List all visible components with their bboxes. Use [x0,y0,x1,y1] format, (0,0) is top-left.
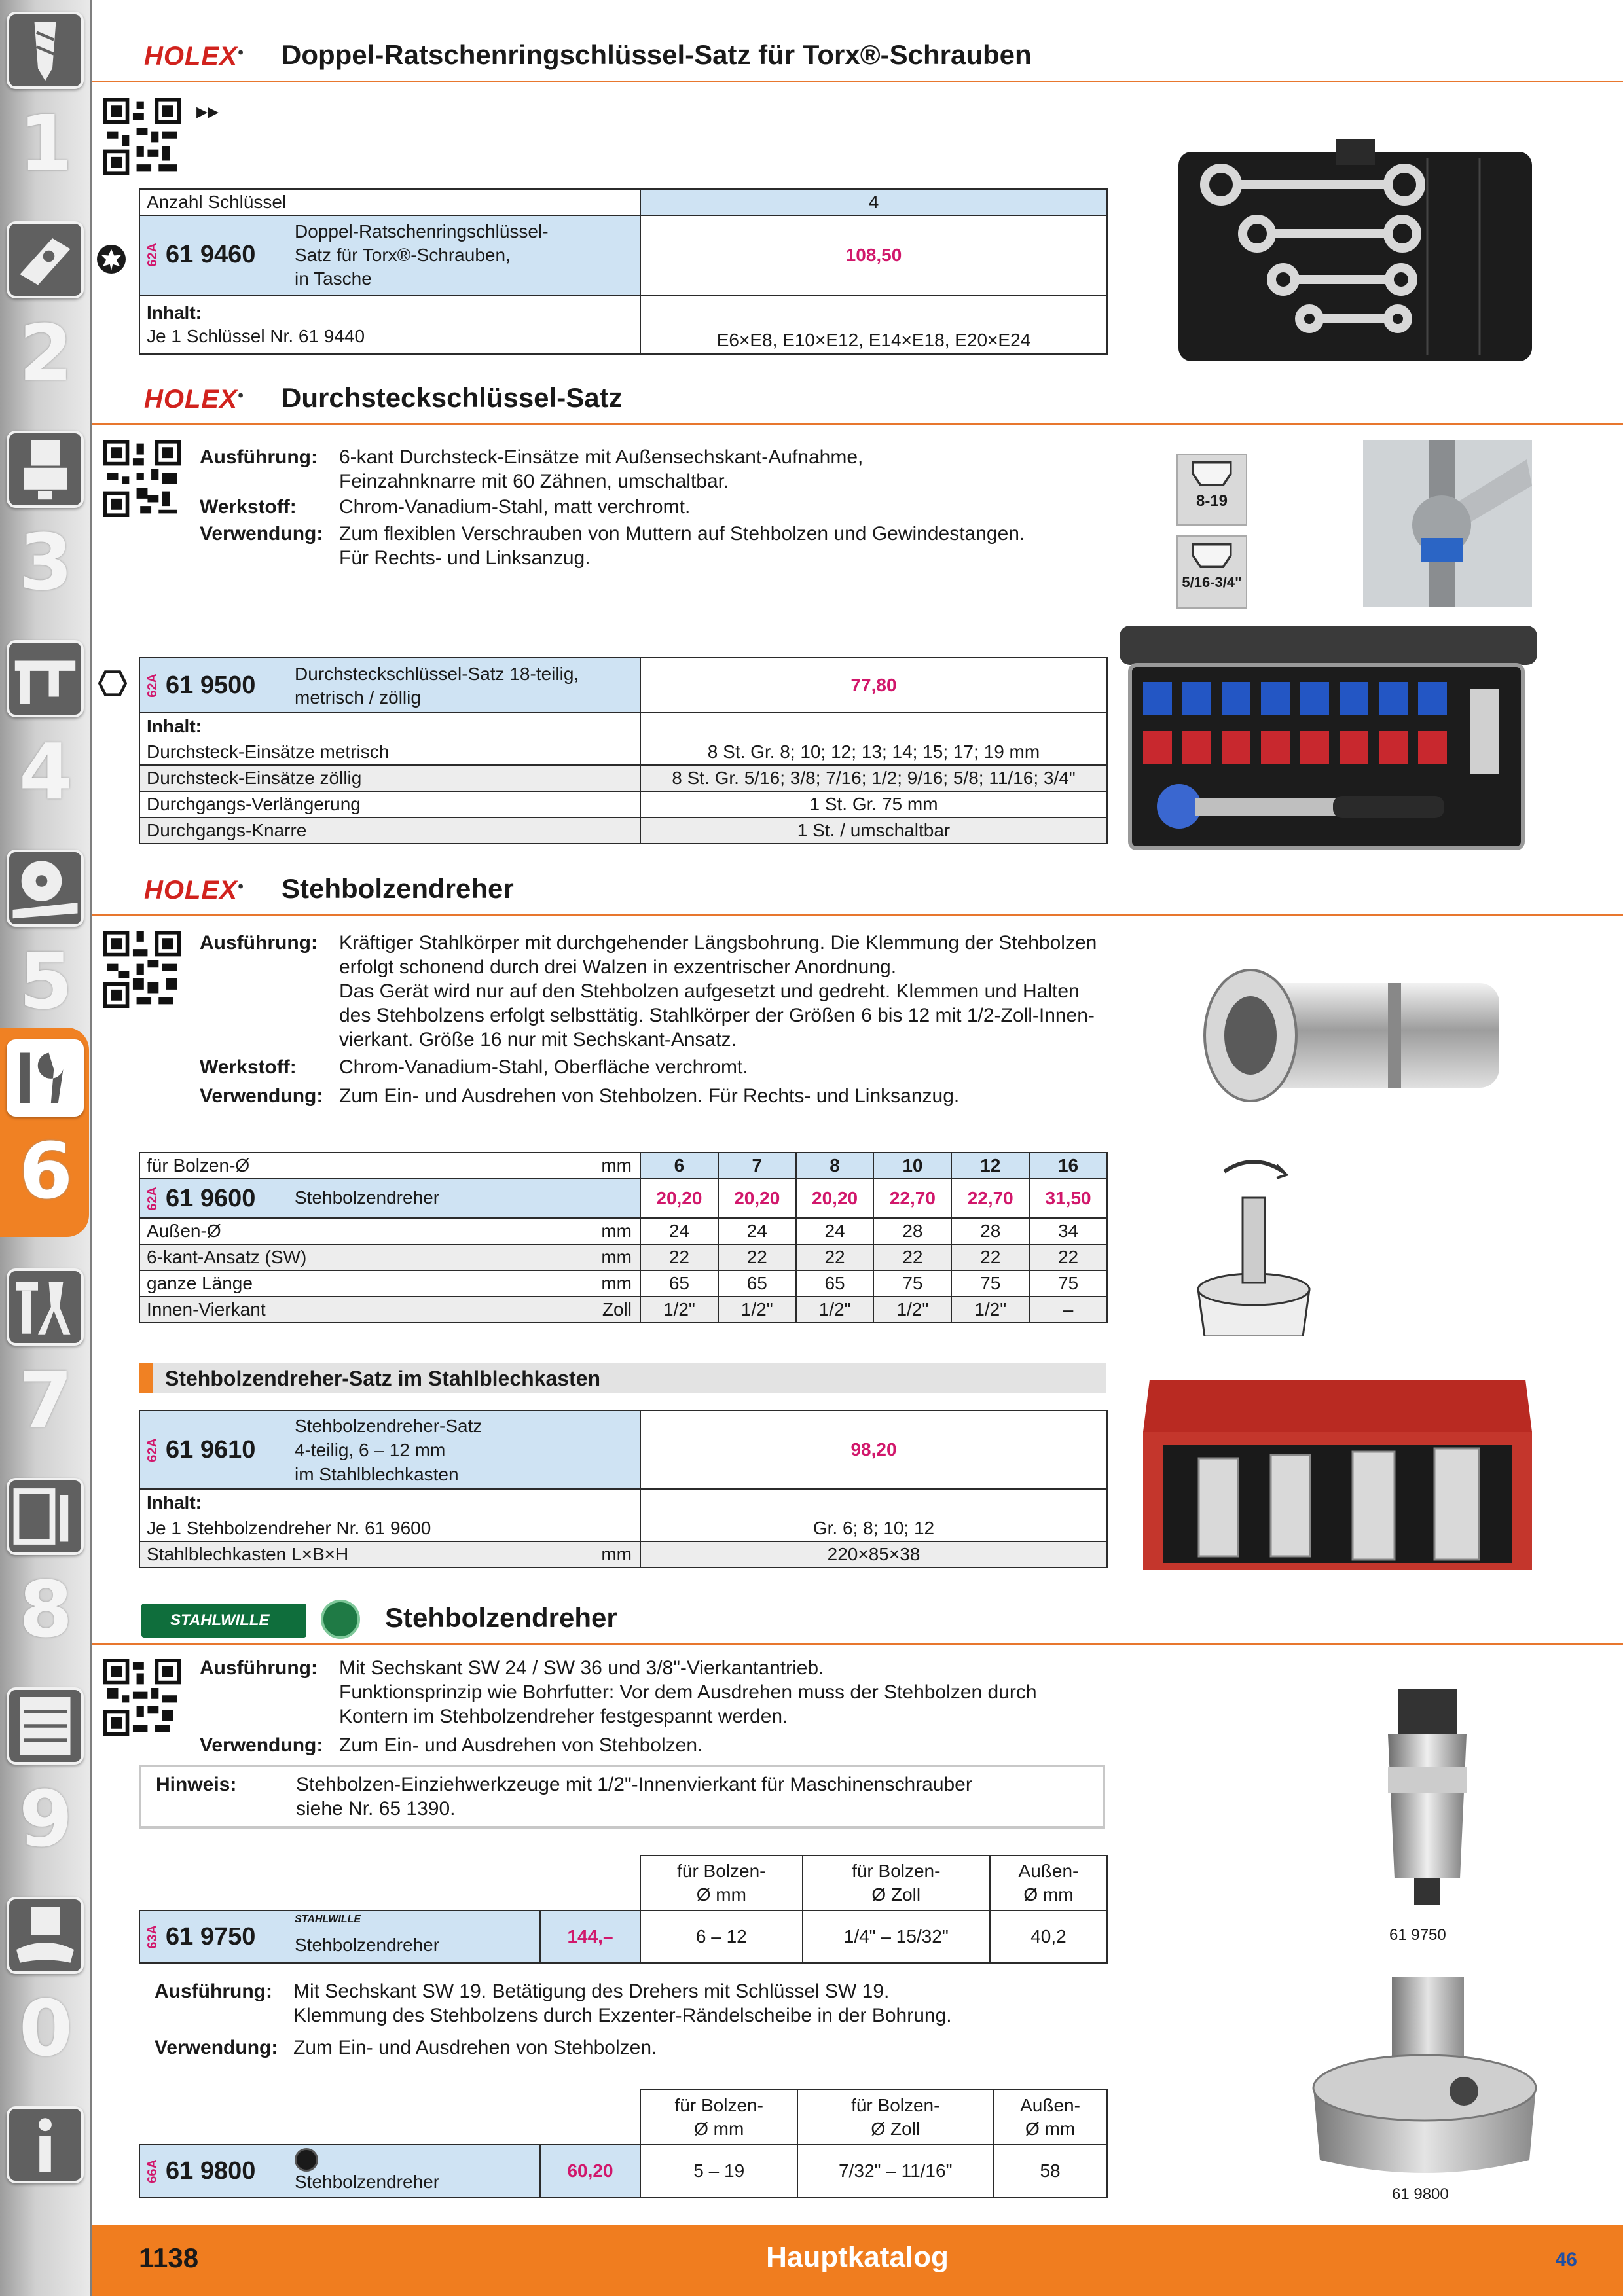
holex-logo: HOLEX● [144,385,245,414]
article-cell [139,658,640,713]
col-aussen-mm: Außen- Ø mm [993,2090,1107,2145]
section-header-stehbolzendreher [92,865,1623,916]
qr-code-icon[interactable] [103,931,181,1008]
col-value: 4 [640,189,1107,215]
section-title: Stehbolzendreher [385,1602,617,1633]
article-desc: Doppel-Ratschenringschlüssel- [295,221,549,242]
article-desc: Stehbolzendreher [295,1187,440,1208]
article-desc: 4-teilig, 6 – 12 mm [295,1440,446,1460]
section-title: Doppel-Ratschenringschlüssel-Satz für Torx®-Schrauben [282,39,1032,70]
subsection-bar [139,1363,1106,1393]
inhalt-item: Je 1 Schlüssel Nr. 61 9440 [147,326,365,346]
label-verwendung: Verwendung: [200,1085,323,1107]
inhalt-row-value: 220×85×38 [640,1541,1107,1568]
brand-mini-logo: STAHLWILLE [295,1914,361,1925]
footer-right-number: 46 [1555,2249,1577,2270]
price: 20,20 [718,1179,796,1218]
usage-drawing [1185,1152,1322,1336]
inhalt-row-label: Durchgangs-Verlängerung [139,791,640,817]
badge-label: 8-19 [1195,492,1228,510]
inhalt-row-label: Durchgangs-Knarre [139,817,640,844]
price: 144,– [540,1910,640,1963]
wrench-icon [7,1039,84,1117]
chapter-number: 1 [18,98,73,188]
col-bolzen-mm: für Bolzen- Ø mm [640,2090,797,2145]
price: 22,70 [873,1179,951,1218]
value-bolzen-zoll: 7/32" – 11/16" [797,2145,993,2197]
info-icon [7,2106,84,2183]
section-header-stahlwille [92,1594,1623,1645]
drill-icon [7,12,84,89]
article-number[interactable]: 61 9750 [166,1922,256,1950]
inhalt-row-value: Gr. 6; 8; 10; 12 [640,1515,1107,1541]
size-header: für Bolzen-Ø mm [139,1153,640,1179]
inhalt-label: Inhalt: [139,713,640,739]
chapter-number: 9 [18,1774,73,1864]
chapter-tab-8[interactable] [0,1466,92,1676]
price: 20,20 [640,1179,718,1218]
inhalt-row-label: Durchsteck-Einsätze metrisch [139,739,640,765]
torx-star-icon [97,245,126,274]
chapter-number: 8 [18,1564,73,1655]
size-col: 16 [1029,1153,1107,1179]
article-desc: Stehbolzendreher [295,2172,440,2192]
hexagon-icon [98,669,127,698]
photo-caption: 61 9800 [1392,2185,1449,2203]
spec-row-label: 6-kant-Ansatz (SW) mm [139,1244,640,1270]
more-arrows-icon[interactable]: ▸▸ [196,99,219,124]
section-header-durchsteck [92,374,1623,425]
chapter-tab-0[interactable] [0,1885,92,2094]
qr-code-icon[interactable] [103,98,181,175]
table-619610 [139,1410,1108,1568]
label-hinweis: Hinweis: [156,1774,237,1795]
col-bolzen-zoll: für Bolzen- Ø Zoll [797,2090,993,2145]
price: 31,50 [1029,1179,1107,1218]
price-group-tag: 63A [145,1924,160,1949]
verwendung-text: Zum Ein- und Ausdrehen von Stehbolzen. Für Rechts- und Linksanzug. [339,1085,960,1107]
table-619600: für Bolzen-Ø mm 6 7 8 10 12 16 62A 61 9600 Stehbolzendreher 20,20 20,20 20,20 22,70 22,70 31,50 Außen-Ø mm 24 24 24 28 28 34 6-kant-Ansatz (SW) mm 22 22 22 22 22 22 ganze Länge mm 65 65 65 75 75 75 Innen-Vierkant Zoll 1/2" 1/2" 1/2" 1/2" 1/2" – [139,1152,1108,1323]
chapter-tab-2[interactable] [0,209,92,419]
chapter-number: 5 [18,936,73,1026]
verwendung-text: Zum Ein- und Ausdrehen von Stehbolzen. [339,1734,703,1756]
article-desc: im Stahlblechkasten [295,1464,459,1484]
label-ausfuehrung: Ausführung: [155,1981,272,2002]
article-number[interactable]: 61 9800 [166,2157,256,2185]
label-ausfuehrung: Ausführung: [200,446,318,468]
stahlwille-badge-icon [321,1600,360,1639]
label-verwendung: Verwendung: [200,523,323,545]
size-col: 6 [640,1153,718,1179]
price-group-tag: 66A [145,2159,160,2183]
chapter-tab-info[interactable] [0,2094,92,2296]
brand-circle-icon [295,2148,318,2172]
spec-row-label: Außen-Ø mm [139,1218,640,1244]
product-photo-steel-case [1137,1373,1539,1576]
qr-code-icon[interactable] [103,440,181,517]
article-cell [139,2145,540,2197]
article-number[interactable]: 61 9500 [166,671,256,699]
col-bolzen-mm: für Bolzen- Ø mm [640,1856,803,1910]
price: 98,20 [640,1410,1107,1489]
label-ausfuehrung: Ausführung: [200,932,318,954]
badge-metric-size [1176,454,1247,526]
inhalt-row-value: 1 St. Gr. 75 mm [640,791,1107,817]
section-title: Stehbolzendreher [282,873,514,904]
inhalt-row-value: 8 St. Gr. 8; 10; 12; 13; 14; 15; 17; 19 mm [640,739,1107,765]
product-photo-619750 [1362,1682,1493,1918]
holex-logo: HOLEX● [144,42,245,71]
safety-icon [7,1897,84,1974]
article-number[interactable]: 61 9460 [166,240,256,268]
price: 77,80 [640,658,1107,713]
ausfuehrung-text: Kräftiger Stahlkörper mit durchgehender Längsbohrung. Die Klemmung der Stehbolzen erfolgt schonend durch drei Walzen in exzentrischer Anordnung. Das Gerät wird nur auf den Stehbolzen aufgesetzt und gedreht. Klemmen und Halten des Stehbolzens erfolgt selbsttätig. Stahlkörper der Größen 6 bis 12 mit 1/2-Zoll-Innen- vierkant. Größe 16 nur mit Sechskant-Ansatz. [339,932,1097,1050]
price: 108,50 [640,215,1107,295]
size-col: 12 [951,1153,1029,1179]
article-number[interactable]: 61 9610 [166,1435,256,1463]
spec-row-label: ganze Länge mm [139,1270,640,1297]
value-bolzen-mm: 5 – 19 [640,2145,797,2197]
price: 22,70 [951,1179,1029,1218]
col-bolzen-zoll: für Bolzen- Ø Zoll [803,1856,990,1910]
table-619750 [139,1855,1108,1964]
col-label: Anzahl Schlüssel [139,189,640,215]
article-number[interactable]: 61 9600 [166,1184,256,1212]
inhalt-row-value: 1 St. / umschaltbar [640,817,1107,844]
inhalt-value: E6×E8, E10×E12, E14×E18, E20×E24 [640,295,1107,354]
page-footer [92,2225,1623,2296]
price: 60,20 [540,2145,640,2197]
label-werkstoff: Werkstoff: [200,1056,297,1078]
table-619500 [139,657,1108,844]
section-header-torx [92,31,1623,82]
article-desc: Durchsteckschlüssel-Satz 18-teilig, [295,664,579,684]
size-col: 10 [873,1153,951,1179]
section-title: Durchsteckschlüssel-Satz [282,382,623,413]
inhalt-label: Inhalt: [147,302,202,323]
chapter-number: 6 [18,1126,73,1216]
article-cell [139,215,640,295]
tools-icon [7,1478,84,1555]
price-group-tag: 62A [145,673,160,698]
pliers-icon [7,1268,84,1346]
article-cell [139,1910,540,1963]
article-desc: Satz für Torx®-Schrauben, [295,245,511,265]
value-aussen: 58 [993,2145,1107,2197]
size-col: 8 [796,1153,874,1179]
product-photo-socket-case [1117,617,1540,853]
ausfuehrung-text: Mit Sechskant SW 19. Betätigung des Drehers mit Schlüssel SW 19. Klemmung des Stehbolzens durch Exzenter-Rändelscheibe in der Bohrung. [293,1981,952,2026]
hinweis-text: Stehbolzen-Einziehwerkzeuge mit 1/2"-Innenvierkant für Maschinenschrauber siehe Nr. 65 1390. [296,1774,972,1820]
table-619800 [139,2089,1108,2198]
spec-row-label: Innen-Vierkant Zoll [139,1297,640,1323]
article-cell [139,1179,640,1218]
cabinet-icon [7,1687,84,1765]
inhalt-row-value: 8 St. Gr. 5/16; 3/8; 7/16; 1/2; 9/16; 5/8; 11/16; 3/4" [640,765,1107,791]
holex-logo: HOLEX● [144,876,245,905]
chapter-tab-1[interactable] [0,0,92,209]
article-desc: Stehbolzendreher-Satz [295,1416,483,1436]
chapter-number: 3 [18,517,73,607]
price-group-tag: 62A [145,1186,160,1211]
verwendung-text: Zum Ein- und Ausdrehen von Stehbolzen. [293,2037,657,2058]
price-group-tag: 62A [145,242,160,267]
chapter-number: 2 [18,308,73,398]
product-photo-detail [1363,440,1532,607]
chapter-sidebar [0,0,92,2296]
chapter-number: 7 [18,1355,73,1445]
inhalt-row-label: Je 1 Stehbolzendreher Nr. 61 9600 [139,1515,640,1541]
badge-label: 5/16-3/4" [1182,574,1242,590]
value-bolzen-mm: 6 – 12 [640,1910,803,1963]
chuck-icon [7,431,84,508]
price: 20,20 [796,1179,874,1218]
col-aussen-mm: Außen- Ø mm [990,1856,1107,1910]
inhalt-label: Inhalt: [139,1489,640,1515]
product-photo-torx-set [1172,139,1539,368]
subsection-title: Stehbolzendreher-Satz im Stahlblechkasten [165,1367,601,1390]
article-desc: in Tasche [295,268,372,289]
werkstoff-text: Chrom-Vanadium-Stahl, matt verchromt. [339,496,691,518]
catalog-title: Hauptkatalog [766,2241,949,2273]
verwendung-text: Zum flexiblen Verschrauben von Muttern auf Stehbolzen und Gewindestangen. Für Rechts- und Linksanzug. [339,523,1025,569]
werkstoff-text: Chrom-Vanadium-Stahl, Oberfläche verchromt. [339,1056,748,1078]
value-bolzen-zoll: 1/4" – 15/32" [803,1910,990,1963]
ausfuehrung-text: Mit Sechskant SW 24 / SW 36 und 3/8"-Vierkantantrieb. Funktionsprinzip wie Bohrfutter: Vor dem Ausdrehen muss der Stehbolzen durch Kontern im Stehbolzendreher festgespannt werden. [339,1657,1037,1727]
chapter-tab-9[interactable] [0,1676,92,1885]
hinweis-box [139,1765,1105,1829]
chapter-number: 4 [18,726,73,817]
chapter-tab-4[interactable] [0,628,92,838]
table-619460 [139,188,1108,355]
product-photo-619800 [1307,1970,1542,2179]
inhalt-row-label: Stahlblechkasten L×B×H mm [139,1541,640,1568]
chapter-number: 0 [18,1983,73,2073]
badge-inch-size [1176,535,1247,609]
chapter-tab-3[interactable] [0,419,92,628]
label-werkstoff: Werkstoff: [200,496,297,518]
chapter-tab-6-active[interactable] [0,1028,89,1237]
ausfuehrung-text: 6-kant Durchsteck-Einsätze mit Außensechskant-Aufnahme, Feinzahnknarre mit 60 Zähnen, umschaltbar. [339,446,864,492]
stahlwille-logo: STAHLWILLE [141,1604,306,1638]
qr-code-icon[interactable] [103,1659,181,1736]
article-cell [139,1410,640,1489]
inhalt-row-label: Durchsteck-Einsätze zöllig [139,765,640,791]
article-desc: Stehbolzendreher [295,1935,440,1955]
chapter-tab-5[interactable] [0,838,92,1047]
saw-icon [7,850,84,927]
article-desc: metrisch / zöllig [295,687,421,708]
caliper-icon [7,640,84,717]
page-number: 1138 [139,2242,199,2273]
product-photo-stehbolzendreher [1172,957,1539,1114]
label-ausfuehrung: Ausführung: [200,1657,318,1679]
photo-caption: 61 9750 [1389,1926,1446,1944]
chapter-tab-7[interactable] [0,1257,92,1466]
price-group-tag: 62A [145,1437,160,1462]
insert-icon [7,221,84,298]
value-aussen: 40,2 [990,1910,1107,1963]
label-verwendung: Verwendung: [200,1734,323,1756]
label-verwendung: Verwendung: [155,2037,278,2058]
size-col: 7 [718,1153,796,1179]
